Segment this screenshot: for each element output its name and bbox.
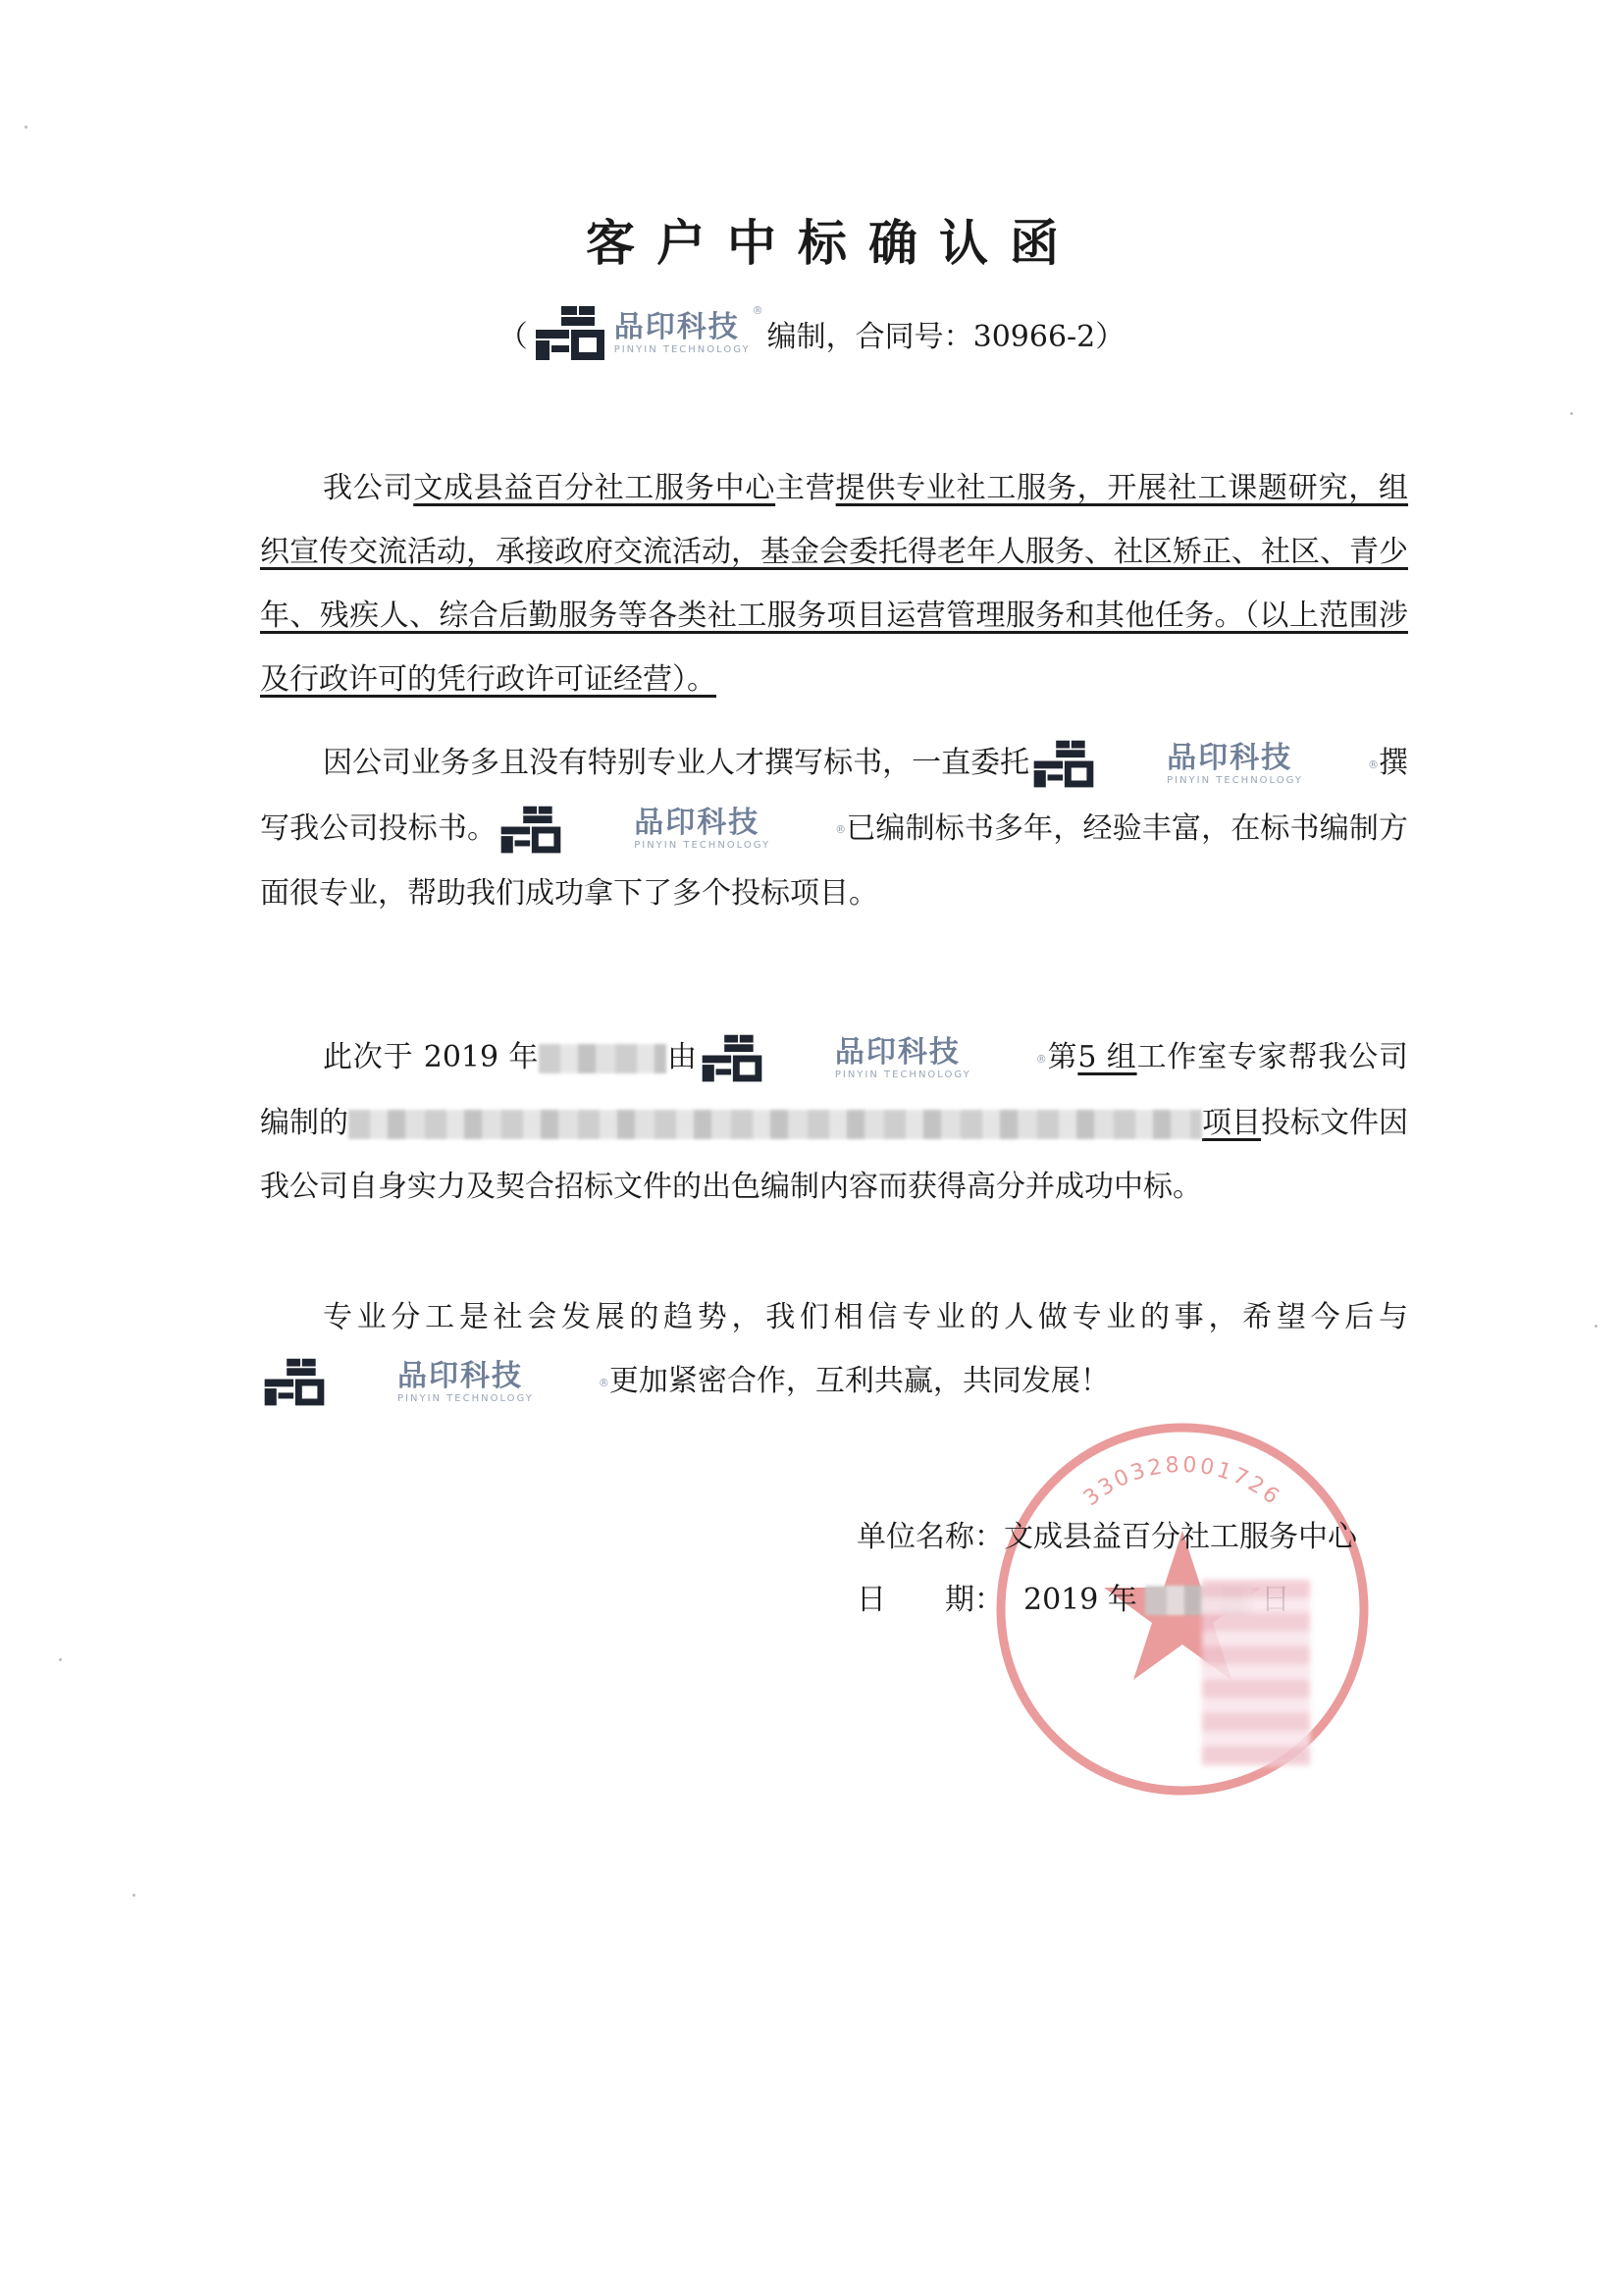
company-logo [1029, 733, 1379, 797]
logo-en: PINYIN TECHNOLOGY [634, 840, 771, 851]
logo-en: PINYIN TECHNOLOGY [834, 1069, 971, 1080]
scan-speck [1570, 412, 1573, 415]
letter-title: 客户中标确认函 [586, 214, 1080, 272]
unit-row [857, 1506, 1357, 1569]
redacted-signature [1202, 1580, 1310, 1766]
letter-subtitle [0, 304, 1623, 363]
company-logo [260, 1351, 609, 1415]
text: 撰写我公司投标书。 [260, 746, 1409, 846]
text: 由 [666, 1040, 698, 1074]
text: 更加紧密合作，互利共赢，共同发展！ [608, 1364, 1110, 1398]
logo-mark-icon [260, 1357, 329, 1408]
logo-cn: 品印科技 [397, 1358, 523, 1393]
scan-speck [132, 1894, 135, 1897]
date-label: 日 期： [857, 1583, 1004, 1617]
unit-label: 单位名称： [857, 1520, 1004, 1554]
text: 专业分工是社会发展的趋势，我们相信专业的人做专业的事，希望今后与 [323, 1300, 1408, 1334]
text: 主营 [775, 471, 836, 505]
logo-reg-mark: ® [835, 823, 847, 836]
text: 已编制标书多年，经验丰富，在标书编制方面很专业，帮助我们成功拿下了多个投标项目。 [260, 810, 1409, 911]
redacted-project-name [348, 1110, 1202, 1139]
logo-en: PINYIN TECHNOLOGY [613, 343, 751, 355]
logo-cn: 品印科技 [613, 309, 740, 344]
scan-speck [1595, 1325, 1597, 1328]
logo-reg-mark: ® [598, 1376, 609, 1389]
paragraph-closing [260, 1285, 1408, 1415]
logo-cn: 品印科技 [834, 1034, 961, 1070]
logo-mark-icon [497, 805, 565, 856]
company-logo [698, 1027, 1047, 1091]
logo-reg-mark: ® [1035, 1052, 1047, 1066]
logo-mark-icon [1029, 739, 1098, 790]
text: 投标文件因我公司自身实力及契合招标文件的出色编制内容而获得高分并成功中标。 [260, 1105, 1408, 1204]
scan-speck [25, 126, 27, 129]
logo-cn: 品印科技 [634, 806, 760, 840]
text: 我公司 [323, 471, 414, 505]
svg-text:330328001726 [1079, 1453, 1285, 1511]
text: 此次于 2019 年 [323, 1040, 540, 1074]
text: 第 [1046, 1040, 1078, 1074]
project-suffix: 项目 [1202, 1105, 1261, 1140]
seal-number: 330328001726 [1078, 1452, 1286, 1512]
logo-reg-mark: ® [1368, 757, 1379, 771]
redacted-date [539, 1044, 666, 1073]
logo-mark-icon [698, 1033, 766, 1084]
business-scope: 提供专业社工服务，开展社工课题研究，组织宣传交流活动，承接政府交流活动，基金会委托得老年人服务、社区矫正、社区、青少年、残疾人、综合后勤服务等各类社工服务项目运营管理服务和其他任务。（以上范围涉及行政许可的凭行政许可证经营）。 [260, 471, 1409, 697]
paragraph-delegation [260, 731, 1408, 925]
logo-en: PINYIN TECHNOLOGY [1167, 774, 1303, 786]
paragraph-business-scope [260, 456, 1408, 711]
paragraph-bid-success [260, 1025, 1408, 1219]
subtitle-open-paren: （ [497, 320, 528, 354]
text: 工作室专家帮我公司编制的 [260, 1040, 1409, 1140]
unit-value: 文成县益百分社工服务中心 [1004, 1520, 1357, 1554]
logo-reg-mark: ® [752, 304, 763, 317]
logo-cn: 品印科技 [1167, 740, 1293, 775]
logo-en: PINYIN TECHNOLOGY [397, 1392, 534, 1404]
subtitle-rest: 编制，合同号：30966-2） [766, 320, 1126, 354]
date-year: 2019 年 [1023, 1583, 1137, 1617]
company-name: 文成县益百分社工服务中心 [413, 471, 776, 505]
text: 因公司业务多且没有特别专业人才撰写标书，一直委托 [323, 746, 1030, 780]
company-logo [497, 798, 846, 861]
logo-mark-icon [532, 304, 608, 363]
group-number: 5 组 [1077, 1040, 1137, 1074]
company-logo [532, 304, 763, 363]
scan-speck [59, 1658, 62, 1661]
